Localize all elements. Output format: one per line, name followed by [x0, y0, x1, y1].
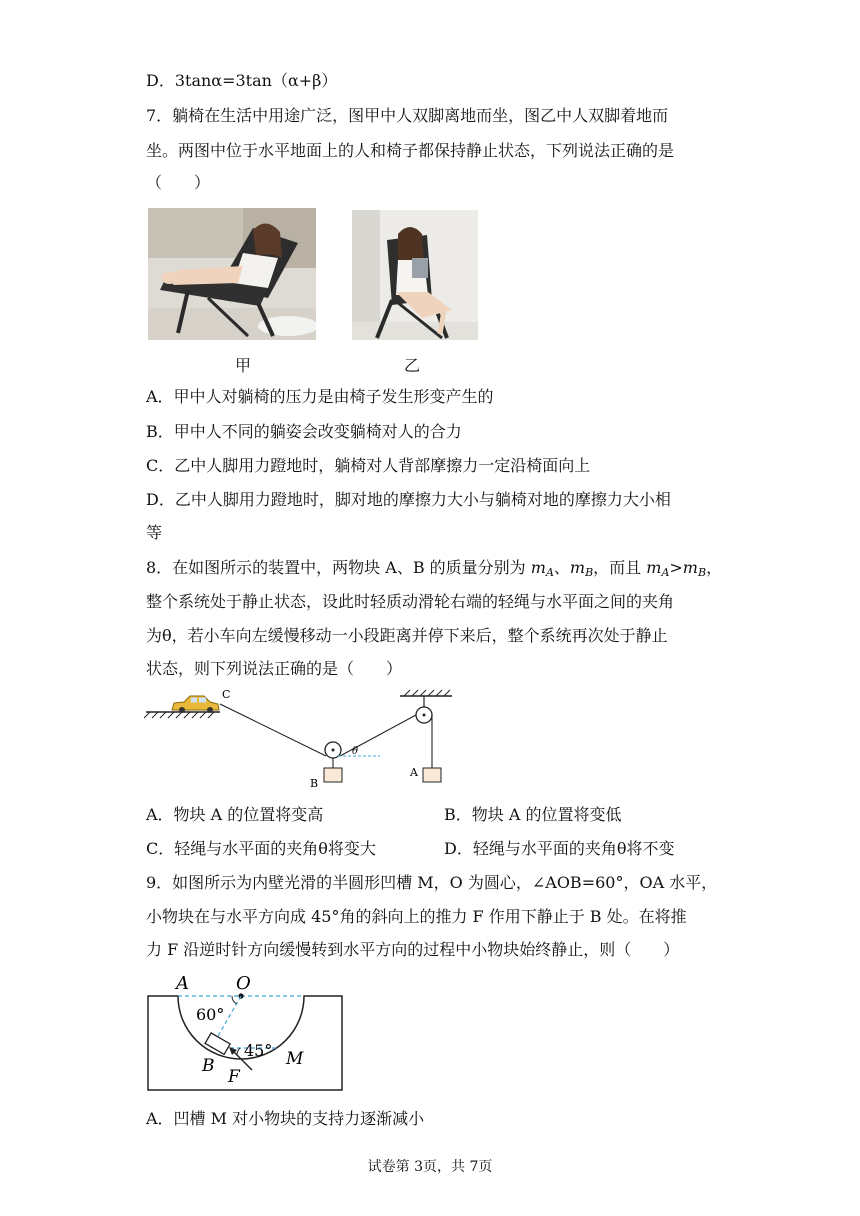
q9-option-a: A．凹槽 M 对小物块的支持力逐渐减小 — [146, 1109, 425, 1128]
q8-mass-b-sub: B — [585, 566, 594, 579]
q8-stem-text-b: ，而且 — [593, 558, 647, 577]
ceiling-hatch — [404, 690, 450, 696]
caption-yi: 乙 — [404, 356, 421, 375]
q7-option-b: B．甲中人不同的躺姿会改变躺椅对人的合力 — [146, 422, 462, 441]
reclining-chair-image-jia — [148, 208, 316, 340]
reclining-chair-image-yi — [352, 210, 478, 340]
q8-sep: 、 — [553, 558, 570, 577]
q8-option-b: B．物块 A 的位置将变低 — [444, 805, 622, 824]
q8-mass-a-2: m — [646, 558, 662, 577]
q8-stem-text-a: 8．在如图所示的装置中，两物块 A、B 的质量分别为 — [146, 558, 531, 577]
label-a: A — [176, 973, 189, 994]
label-o: O — [236, 973, 251, 994]
block-b — [324, 768, 342, 782]
label-b: B — [310, 777, 319, 790]
label-f: F — [228, 1067, 240, 1087]
photo-yi — [352, 210, 478, 340]
label-60-degree: 60° — [196, 1005, 225, 1024]
label-c: C — [222, 688, 231, 701]
ground-hatch — [144, 712, 214, 718]
car-icon — [172, 696, 219, 713]
q7-option-a: A．甲中人对躺椅的压力是由椅子发生形变产生的 — [146, 387, 494, 406]
q7-stem-line-3: （ ） — [146, 173, 211, 192]
q8-stem-text-c: ， — [706, 558, 723, 577]
q8-option-c: C．轻绳与水平面的夹角θ将变大 — [146, 839, 376, 858]
angle-45-arc — [237, 1048, 240, 1055]
q8-option-a: A．物块 A 的位置将变高 — [146, 805, 324, 824]
caption-jia: 甲 — [235, 356, 252, 375]
label-theta: θ — [352, 746, 359, 757]
angle-60-arc — [232, 996, 237, 1004]
q8-mass-a: m — [530, 558, 546, 577]
q8-mass-b-2: m — [682, 558, 698, 577]
q8-mass-a-2-sub: A — [661, 566, 670, 579]
q8-gt: > — [669, 558, 683, 577]
q7-stem-line-1: 7．躺椅在生活中用途广泛，图甲中人双脚离地而坐，图乙中人双脚着地而 — [146, 106, 669, 125]
label-a: A — [410, 766, 418, 779]
q7-option-d-line-2: 等 — [146, 523, 163, 542]
q6-option-d: D．3tanα=3tan（α+β） — [146, 71, 338, 90]
q9-groove-figure — [140, 968, 350, 1094]
q9-stem-line-2: 小物块在与水平方向成 45°角的斜向上的推力 F 作用下静止于 B 处。在将推 — [146, 907, 687, 926]
q9-stem-line-1: 9．如图所示为内壁光滑的半圆形凹槽 M，O 为圆心，∠AOB=60°，OA 水平， — [146, 873, 718, 892]
q8-mass-b: m — [569, 558, 586, 577]
block-a — [423, 768, 441, 782]
q7-option-c: C．乙中人脚用力蹬地时，躺椅对人背部摩擦力一定沿椅面向上 — [146, 456, 591, 475]
q8-stem-line-2: 整个系统处于静止状态，设此时轻质动滑轮右端的轻绳与水平面之间的夹角 — [146, 592, 675, 611]
label-b: B — [202, 1056, 215, 1076]
label-m: M — [286, 1049, 304, 1069]
page-footer: 试卷第 3页，共 7页 — [367, 1159, 493, 1175]
q8-option-d: D．轻绳与水平面的夹角θ将不变 — [444, 839, 675, 858]
q7-option-d-line-1: D．乙中人脚用力蹬地时，脚对地的摩擦力大小与躺椅对地的摩擦力大小相 — [146, 490, 671, 509]
q9-stem-line-3: 力 F 沿逆时针方向缓慢转到水平方向的过程中小物块始终静止，则（ ） — [146, 940, 680, 959]
photo-jia — [148, 208, 316, 340]
q8-mass-b-2-sub: B — [697, 566, 707, 579]
q7-stem-line-2: 坐。两图中位于水平地面上的人和椅子都保持静止状态，下列说法正确的是 — [146, 141, 675, 160]
q8-pulley-figure — [140, 682, 460, 790]
label-45-degree: 45° — [244, 1041, 273, 1060]
q8-stem-line-1 — [146, 557, 722, 584]
q8-stem-line-3: 为θ，若小车向左缓慢移动一小段距离并停下来后，整个系统再次处于静止 — [146, 626, 668, 645]
rope-left — [220, 704, 326, 756]
q8-stem-line-4: 状态，则下列说法正确的是（ ） — [146, 659, 403, 678]
q8-mass-a-sub: A — [545, 566, 554, 579]
